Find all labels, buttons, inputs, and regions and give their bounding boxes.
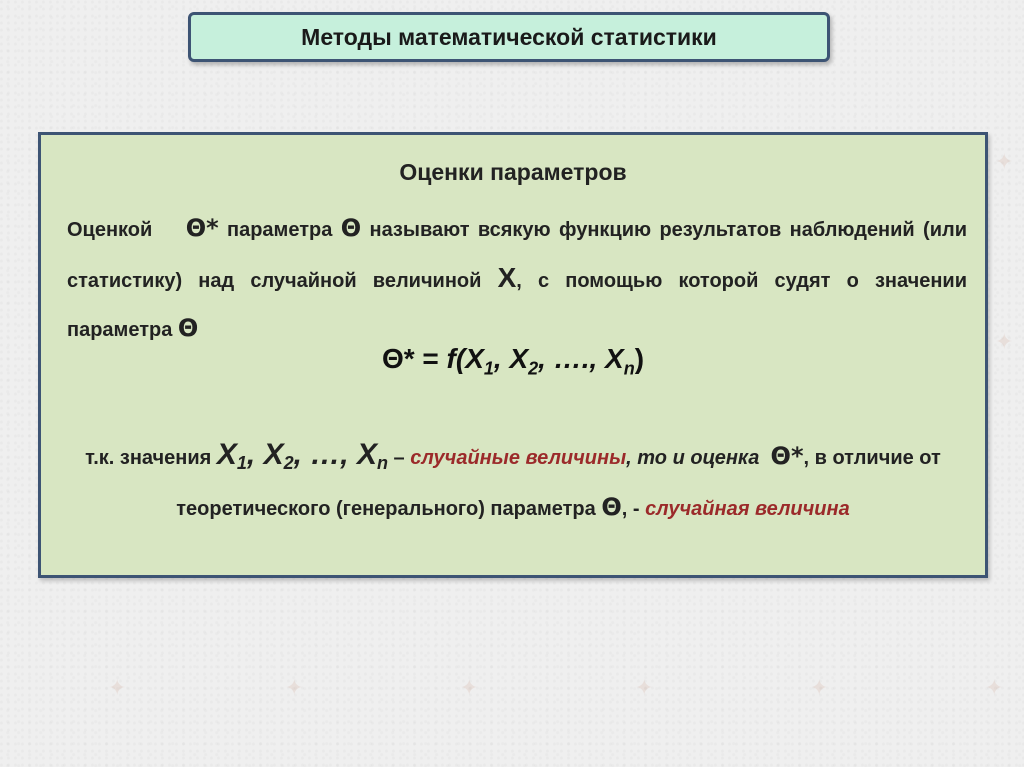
def-part1: Оценкой [67, 219, 153, 241]
formula-sub-2: 2 [528, 358, 539, 379]
note-theta: Θ [601, 493, 622, 521]
note-theta-star: Θ* [770, 442, 804, 470]
star-decoration-icon: ✦ [108, 676, 127, 701]
note-mid2: , в отличие от теоретического (генерального) параметра [176, 447, 941, 520]
page-title: Методы математической статистики [301, 23, 717, 50]
content-panel [38, 132, 988, 578]
star-decoration-icon: ✦ [285, 676, 304, 701]
note-mid3: , - [621, 498, 646, 520]
estimator-formula [41, 343, 985, 380]
def-part2: параметра [227, 219, 333, 241]
note-prefix: т.к. значения [85, 447, 212, 469]
note-sub-2: 2 [283, 453, 294, 473]
note-x2: , X [246, 438, 284, 471]
definition-paragraph [67, 205, 967, 354]
formula-open: (X [455, 343, 484, 374]
star-decoration-icon: ✦ [985, 676, 1004, 701]
note-middle: , то и оценка [626, 447, 760, 469]
formula-close: ) [634, 343, 645, 374]
star-decoration-icon: ✦ [995, 150, 1014, 175]
note-sub-n: n [376, 453, 388, 473]
note-paragraph [61, 433, 965, 531]
formula-sub-1: 1 [483, 358, 494, 379]
theta-symbol: Θ [340, 214, 362, 242]
def-part3: называют всякую функцию результатов наблюдений (или статистику) над случайной величиной [67, 219, 968, 292]
title-banner [188, 12, 830, 62]
star-decoration-icon: ✦ [995, 330, 1014, 355]
theta-star-symbol: Θ* [185, 214, 219, 242]
note-sub-1: 1 [236, 453, 247, 473]
section-heading: Оценки параметров [399, 159, 627, 185]
formula-c1: , X [493, 343, 529, 374]
formula-sub-n: n [623, 358, 635, 379]
note-x1: X [216, 438, 237, 471]
note-random-variables: случайные величины [410, 447, 627, 469]
formula-lhs: Θ* = [381, 343, 447, 374]
formula-func: f [446, 343, 456, 374]
note-dash: – [387, 447, 411, 469]
star-decoration-icon: ✦ [460, 676, 479, 701]
star-decoration-icon: ✦ [810, 676, 829, 701]
def-part4: , с помощью которой судят о значении параметра [67, 270, 968, 341]
formula-c2: , …., X [538, 343, 624, 374]
variable-x: X [497, 262, 517, 293]
theta-symbol-end: Θ [177, 314, 199, 342]
note-random-variable: случайная величина [645, 498, 850, 520]
note-x3: , …, X [293, 438, 377, 471]
star-decoration-icon: ✦ [635, 676, 654, 701]
